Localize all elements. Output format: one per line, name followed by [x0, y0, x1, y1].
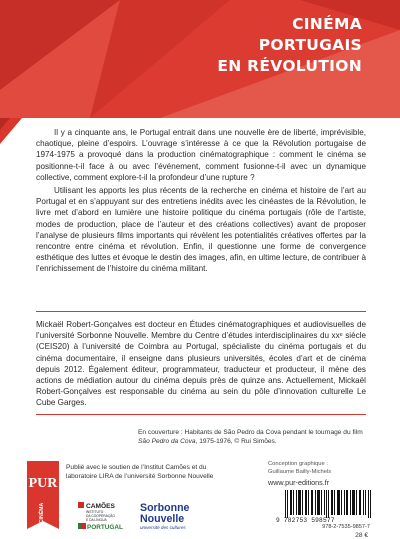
book-title	[162, 14, 362, 77]
cover-credit-prefix: En couverture : Habitants de São Pedro da Cova pendant le tournage du film	[138, 429, 363, 436]
title-line-1: CINÉMA	[292, 15, 362, 33]
section-divider	[36, 311, 366, 312]
cover-film-title: São Pedro da Cova	[138, 438, 196, 445]
designer-name: Guillaume Bailly-Michels	[268, 468, 332, 475]
blurb-paragraph-1: Il y a cinquante ans, le Portugal entrait dans une nouvelle ère de liberté, imprévisible, chaotique, pleine d’espoirs. L’ouvrage s’intéresse à ce que la Révolution portugaise de 1974-1975 a provoqué dans la production cinématographique : comment le cinéma se positionne-t-il face à ou avec l’événement, comment fusionne-t-il avec un dynamique collective, comment explore-t-il la profondeur d’une rupture ?	[36, 128, 366, 182]
sorbonne-line-3: université des cultures	[140, 525, 186, 530]
title-line-3: EN RÉVOLUTION	[217, 57, 362, 75]
support-note: Publié avec le soutien de l’Institut Camões et du laboratoire LIRA de l’université Sorbonne Nouvelle	[66, 464, 214, 480]
camoes-logo-sub2: DA COOPERAÇÃO	[86, 514, 115, 518]
camoes-logo-sub3: E DA LÍNGUA	[86, 518, 107, 522]
isbn-barcode	[285, 490, 371, 518]
isbn-number: 978-2-7535-9857-7	[322, 524, 370, 530]
camoes-logo-sub4: PORTUGAL	[87, 524, 123, 531]
blurb-paragraph-2: Utilisant les apports les plus récents de la recherche en cinéma et histoire de l’art au Portugal et en s’appuyant sur des entretiens inédits avec les cinéastes de la Révolution, le livre met d’abord en lumière une histoire politique du cinéma portugais (rôle de l’artiste, modes de production, place de l’auteur et des créations collectives) avant de proposer l’analyse de plusieurs films importants qui révèlent les potentialités créatives offertes par la rencontre entre cinéma et révolution. Enfin, il questionne une forme de convergence esthétique des luttes et évoque le destin des images, afin, en ultime lecture, de contribuer à l’enrichissement de l’histoire du cinéma militant.	[36, 186, 366, 274]
author-bio: Mickaël Robert-Gonçalves est docteur en Études cinématographiques et audiovisuelles de l’université Sorbonne Nouvelle. Membre du Centre d’études interdisciplinaires du xxᵉ siècle (CEIS20) à l’université de Coimbra au Portugal, spécialiste du cinéma portugais et du cinéma documentaire, il enseigne dans plusieurs universités, écoles d’art et de cinéma depuis 2012. Également éditeur, programmateur, traducteur et producteur, il mène des actions de médiation autour du cinéma depuis près de quinze ans. Actuellement, Mickaël Robert-Gonçalves est responsable du cinéma au sein du pôle d’innovation culturelle Le Cube Garges.	[36, 320, 366, 408]
pur-logo-subtext: CINÉMA	[39, 502, 45, 524]
section-divider	[36, 414, 366, 415]
sorbonne-nouvelle-logo	[140, 503, 206, 533]
pur-logo-text: PUR	[28, 476, 58, 491]
price-label: 28 €	[355, 532, 368, 539]
camoes-logo-sub1: INSTITUTO	[86, 510, 104, 514]
title-line-2: PORTUGAIS	[258, 36, 362, 54]
design-label: Conception graphique :	[268, 461, 328, 467]
sorbonne-line-2: Nouvelle	[140, 513, 185, 525]
cover-header-band	[0, 0, 400, 118]
barcode-digits: 9 782753 598577	[276, 517, 335, 524]
pur-logo	[25, 461, 61, 535]
publisher-website[interactable]: www.pur-editions.fr	[268, 478, 330, 487]
camoes-logo-text: CAMÕES	[86, 503, 115, 510]
cover-credit-suffix: , 1975-1976, © Rui Simões.	[195, 438, 277, 445]
back-cover-blurb	[36, 127, 366, 277]
camoes-logo	[78, 502, 136, 532]
cover-credit	[138, 428, 368, 446]
sorbonne-line-1: Sorbonne	[140, 502, 190, 514]
publisher-info	[268, 461, 368, 487]
